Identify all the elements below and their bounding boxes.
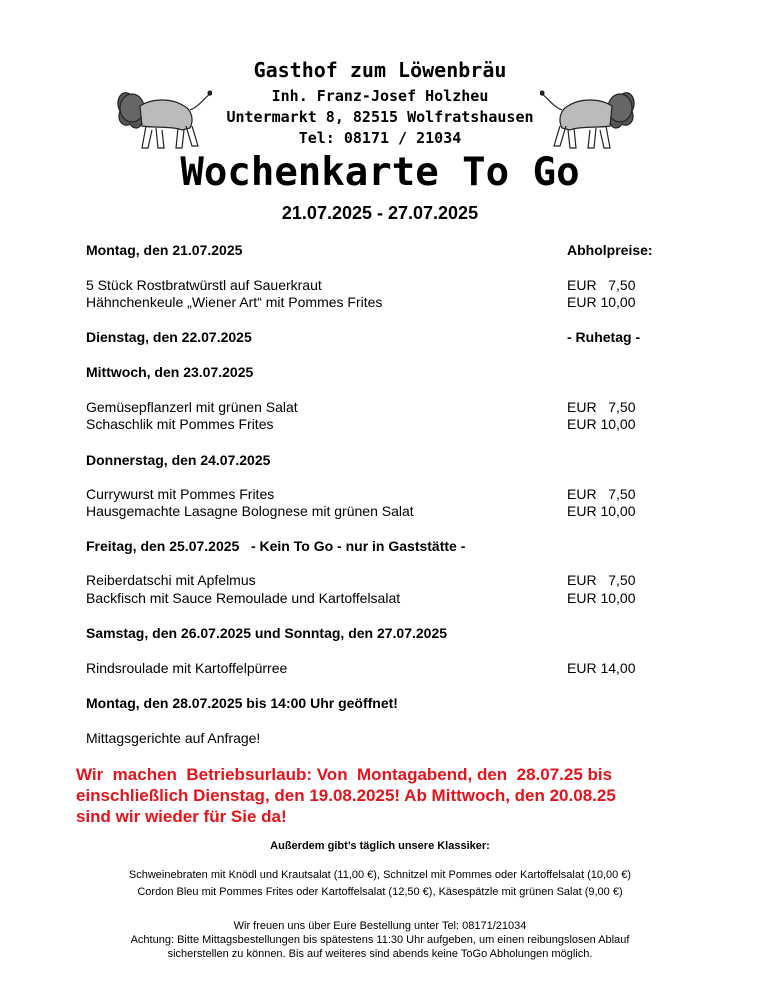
day-heading-tuesday bbox=[86, 328, 676, 346]
classics-line: Cordon Bleu mit Pommes Frites oder Kartoffelsalat (12,50 €), Käsespätzle mit grünen Salat (9,00 €) bbox=[137, 886, 623, 898]
phone-line: Tel: 08171 / 21034 bbox=[298, 129, 462, 147]
day-heading-label: Montag, den 21.07.2025 bbox=[86, 242, 243, 258]
address-line: Untermarkt 8, 82515 Wolfratshausen bbox=[226, 108, 534, 126]
vacation-notice-line: sind wir wieder für Sie da! bbox=[76, 807, 287, 826]
day-heading-thursday bbox=[86, 451, 676, 469]
menu-item-name: Currywurst mit Pommes Frites bbox=[86, 486, 275, 502]
footer-order-line: Wir freuen uns über Eure Bestellung unter Tel: 08171/21034 bbox=[233, 920, 527, 932]
menu-item-price: EUR 14,00 bbox=[567, 660, 636, 676]
date-range: 21.07.2025 - 27.07.2025 bbox=[281, 203, 479, 223]
day-heading-friday bbox=[86, 537, 676, 555]
menu-item bbox=[86, 415, 676, 433]
day-heading-label: Mittwoch, den 23.07.2025 bbox=[86, 364, 254, 380]
vacation-notice-line: einschließlich Dienstag, den 19.08.2025! Ab Mittwoch, den 20.08.25 bbox=[76, 786, 616, 805]
day-heading-monday bbox=[86, 241, 676, 259]
owner-line: Inh. Franz-Josef Holzheu bbox=[271, 87, 489, 105]
day-heading-label: Donnerstag, den 24.07.2025 bbox=[86, 452, 271, 468]
menu-item-name: Rindsroulade mit Kartoffelpürree bbox=[86, 660, 288, 676]
menu-item-name: Reiberdatschi mit Apfelmus bbox=[86, 572, 256, 588]
menu-item-price: EUR 10,00 bbox=[567, 294, 636, 310]
menu-item bbox=[86, 398, 676, 416]
menu-item-name: Schaschlik mit Pommes Frites bbox=[86, 416, 274, 432]
menu-item bbox=[86, 293, 676, 311]
restaurant-name: Gasthof zum Löwenbräu bbox=[253, 58, 507, 82]
menu-item-name: 5 Stück Rostbratwürstl auf Sauerkraut bbox=[86, 277, 322, 293]
menu-item bbox=[86, 589, 676, 607]
menu-item bbox=[86, 502, 676, 520]
vacation-notice-line: Wir machen Betriebsurlaub: Von Montagabend, den 28.07.25 bis bbox=[76, 765, 613, 784]
menu-item-price: EUR 7,50 bbox=[567, 486, 636, 502]
classics-heading: Außerdem gibt’s täglich unsere Klassiker: bbox=[270, 840, 490, 852]
lunch-note-text: Mittagsgerichte auf Anfrage! bbox=[86, 730, 261, 746]
menu-item bbox=[86, 276, 676, 294]
day-heading-weekend bbox=[86, 624, 676, 642]
menu-item-name: Backfisch mit Sauce Remoulade und Kartoffelsalat bbox=[86, 590, 401, 606]
day-heading-label: Dienstag, den 22.07.2025 bbox=[86, 329, 252, 345]
closed-note: - Ruhetag - bbox=[567, 329, 641, 345]
footer-note-line: Achtung: Bitte Mittagsbestellungen bis spätestens 11:30 Uhr aufgeben, um einen reibungslosen Ablauf bbox=[130, 934, 630, 946]
menu-item bbox=[86, 485, 676, 503]
menu-item bbox=[86, 659, 676, 677]
page-title: Wochenkarte To Go bbox=[180, 150, 580, 195]
footer-note-line: sicherstellen zu können. Bis auf weiteres sind abends keine ToGo Abholungen möglich. bbox=[167, 948, 593, 960]
menu-item-price: EUR 7,50 bbox=[567, 277, 636, 293]
day-heading-label: Samstag, den 26.07.2025 und Sonntag, den 27.07.2025 bbox=[86, 625, 448, 641]
day-heading-wednesday bbox=[86, 363, 676, 381]
price-heading: Abholpreise: bbox=[567, 242, 653, 258]
menu-item-name: Hausgemachte Lasagne Bolognese mit grünen Salat bbox=[86, 503, 414, 519]
menu-item-price: EUR 10,00 bbox=[567, 416, 636, 432]
menu-item-price: EUR 10,00 bbox=[567, 503, 636, 519]
day-heading-label: Montag, den 28.07.2025 bis 14:00 Uhr geöffnet! bbox=[86, 695, 398, 711]
day-heading-monday-open bbox=[86, 694, 676, 712]
menu-item-price: EUR 7,50 bbox=[567, 572, 636, 588]
menu-item-price: EUR 10,00 bbox=[567, 590, 636, 606]
lunch-note bbox=[86, 729, 676, 747]
menu-item-price: EUR 7,50 bbox=[567, 399, 636, 415]
day-heading-label: Freitag, den 25.07.2025 - Kein To Go - nur in Gaststätte - bbox=[86, 538, 466, 554]
menu-item-name: Hähnchenkeule „Wiener Art“ mit Pommes Frites bbox=[86, 294, 383, 310]
classics-line: Schweinebraten mit Knödl und Krautsalat (11,00 €), Schnitzel mit Pommes oder Kartoffelsalat (10,00 €) bbox=[128, 869, 632, 881]
menu-item bbox=[86, 571, 676, 589]
menu-item-name: Gemüsepflanzerl mit grünen Salat bbox=[86, 399, 298, 415]
